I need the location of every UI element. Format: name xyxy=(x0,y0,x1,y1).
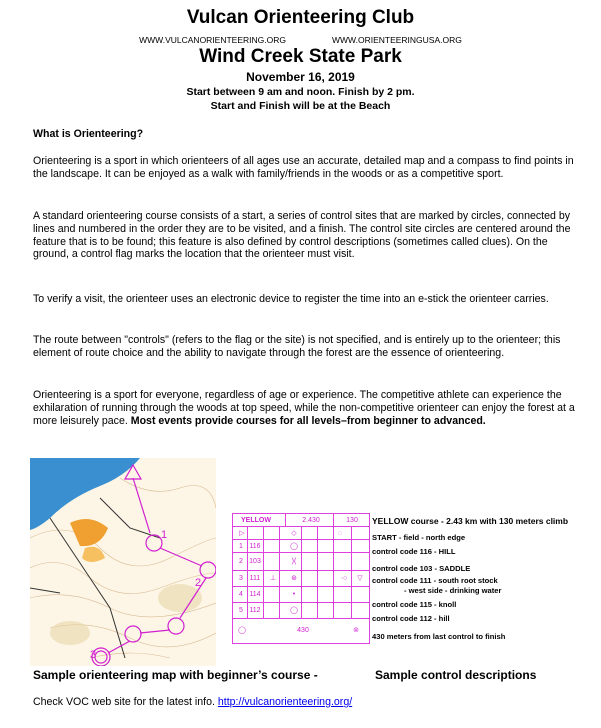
cd-climb: 130 xyxy=(346,517,358,524)
hill-icon: ◯ xyxy=(290,607,298,614)
footer xyxy=(33,696,352,708)
url-vulcan: WWW.VULCANORIENTEERING.ORG xyxy=(139,35,286,45)
cd-code: 112 xyxy=(249,607,261,614)
cd-code: 116 xyxy=(249,543,261,550)
event-time: Start between 9 am and noon. Finish by 2 pm. xyxy=(186,86,415,98)
field-icon: ◇ xyxy=(291,530,297,537)
desc-control-5: control code 112 - hill xyxy=(372,614,450,623)
desc-control-3b: - west side - drinking water xyxy=(404,586,502,595)
sample-map xyxy=(30,458,216,666)
svg-text:2: 2 xyxy=(195,577,202,589)
cd-code: 103 xyxy=(249,558,261,565)
paragraph-1: Orienteering is a sport in which orienteers of all ages use an accurate, detailed map and a compass to find points in the landscape. It can be enjoyed as a walk with family/friends in the woods or as a competitive sport. xyxy=(33,155,574,180)
paragraph-4: The route between "controls" (refers to the flag or the site) is not specified, and is entirely up to the orienteer; this element of route choice and the ability to navigate through the forest are the essence of orienteering. xyxy=(33,334,561,359)
cd-code: 114 xyxy=(249,591,261,598)
cd-course: YELLOW xyxy=(241,517,271,524)
svg-text:1: 1 xyxy=(161,529,168,541)
paragraph-5-bold: Most events provide courses for all levels–from beginner to advanced. xyxy=(130,414,486,427)
svg-text:3: 3 xyxy=(90,649,97,661)
desc-course: YELLOW course - 2.43 km with 130 meters climb xyxy=(372,516,569,526)
cd-finish-distance: 430 xyxy=(297,627,309,634)
hill-icon: ◯ xyxy=(290,543,298,550)
cd-num: 3 xyxy=(239,575,243,582)
finish-circle-icon: ⊚ xyxy=(353,627,359,634)
cd-length: 2.430 xyxy=(302,517,320,524)
cd-num: 2 xyxy=(239,558,243,565)
knoll-icon: • xyxy=(292,591,296,598)
voc-website-link[interactable]: http://vulcanorienteering.org/ xyxy=(217,696,353,708)
url-usa: WWW.ORIENTEERINGUSA.ORG xyxy=(332,35,462,45)
north-edge-icon: ◌ xyxy=(337,530,343,537)
map-caption: Sample orienteering map with beginner’s course - xyxy=(33,668,318,682)
desc-start: START - field - north edge xyxy=(372,533,466,542)
cd-header-row xyxy=(233,514,369,527)
section-heading: What is Orienteering? xyxy=(33,128,144,140)
paragraph-2: A standard orienteering course consists of a start, a series of control sites that are marked by circles, connected by lines and numbered in the order they are to be visited, and a finish. The control site circles are centered around the feature that is to be found; this feature is also defined by control descriptions (sometimes called clues). On the ground, a control flag marks the location that the orienteer must visit. xyxy=(33,210,571,261)
header-urls xyxy=(0,35,601,45)
cd-finish-row xyxy=(233,619,369,643)
event-date: November 16, 2019 xyxy=(246,70,355,84)
paragraph-5 xyxy=(33,389,581,427)
paragraph-3: To verify a visit, the orienteer uses an electronic device to register the time into an e-stick the orienteer carries. xyxy=(33,293,549,305)
desc-control-3a: control code 111 - south root stock xyxy=(372,576,498,585)
cd-code: 111 xyxy=(249,575,261,582)
event-location: Start and Finish will be at the Beach xyxy=(210,100,391,112)
finish-icon: ◯ xyxy=(238,627,246,634)
cd-num: 1 xyxy=(239,543,243,550)
footer-text: Check VOC web site for the latest info. xyxy=(33,696,218,708)
desc-control-4: control code 115 - knoll xyxy=(372,600,457,609)
control-description-table xyxy=(232,513,370,644)
descriptions-caption: Sample control descriptions xyxy=(375,668,537,682)
root-stock-icon: ⊛ xyxy=(291,575,297,582)
club-title: Vulcan Orienteering Club xyxy=(186,7,415,28)
cd-num: 4 xyxy=(239,591,243,598)
map-graphic xyxy=(30,458,216,666)
west-side-icon: ·○ xyxy=(340,575,348,582)
saddle-icon: )( xyxy=(291,558,297,565)
paragraph-5-text: Orienteering is a sport for everyone, regardless of age or experience. The competitive athlete can experience the exhilaration of running through the woods at top speed, while the non-competitive orienteer can enjoy the forest at a more leisurely pace. xyxy=(33,389,575,427)
drinking-water-icon: ▽ xyxy=(357,575,363,582)
desc-finish: 430 meters from last control to finish xyxy=(372,632,506,641)
south-icon: ⊥ xyxy=(269,575,277,582)
start-triangle-icon: ▷ xyxy=(239,530,245,537)
cd-num: 5 xyxy=(239,607,243,614)
park-title: Wind Creek State Park xyxy=(199,46,402,67)
desc-control-1: control code 116 - HILL xyxy=(372,547,456,556)
desc-control-2: control code 103 - SADDLE xyxy=(372,564,471,573)
